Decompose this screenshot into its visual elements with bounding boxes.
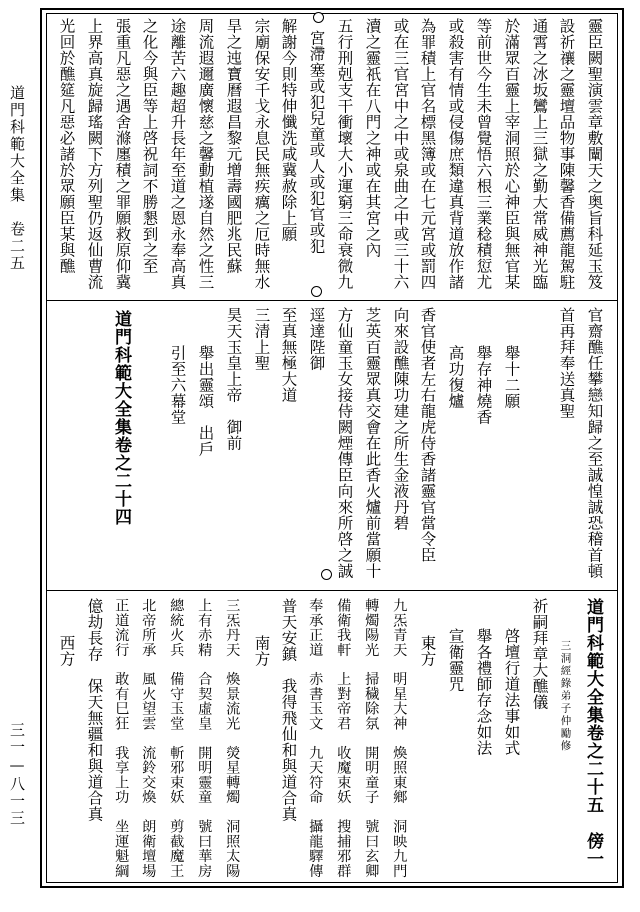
text-column: 旱之迍寶曆遐昌黎元增壽國肥兆民蘇 (224, 18, 243, 274)
text-column: 五行刑剋支干衝壞大小運窮三命衰微九 (335, 18, 354, 290)
text-column: 為罪積上官名標黑簿或在七元宮或罰四 (418, 18, 437, 290)
text-column: 張重凡惡之遇舍滌廛積之罪願救原仰冀 (113, 18, 132, 290)
text-column: 總統火兵 備守玉堂 斬邪束妖 剪截魔王 (168, 598, 185, 879)
text-column: 光回於醮筵凡惡必諸於眾願臣某與醮 (57, 18, 76, 274)
text-column: 途離苦六趣超升長年至道之恩永奉高真 (168, 18, 187, 290)
text-column: 舉出靈頌 出戶 (196, 345, 215, 457)
text-column: 高功復爐 (446, 345, 465, 409)
text-column: 宗廟保安千戈永息民無疾癘之厄時無水 (252, 18, 271, 290)
text-column: 或在三官宮中之中或泉曲之中或三十六 (391, 18, 410, 290)
text-column: 正道流行 敢有巳狂 我享上功 坐運魁綱 (113, 598, 130, 879)
direction-heading: 西方 (57, 635, 76, 667)
section-divider-lower (46, 590, 618, 591)
text-column: 三炁丹天 煥景流光 熒星轉燭 洞照太陽 (224, 598, 241, 879)
text-column: 於滿眾百靈上宰洞照於心神臣與無官某 (502, 18, 521, 290)
text-column: 逕達陛御 (307, 307, 326, 371)
text-column: 備衛我軒 上對帝君 收魔束妖 搜捕邪群 (335, 598, 352, 879)
text-column: 周流遐邇廣懷慈之馨動植遂自然之性三 (196, 18, 215, 290)
section-divider-upper (46, 300, 618, 301)
text-column: 轉燭陽光 掃穢除氛 開明童子 號曰玄卿 (363, 598, 380, 879)
direction-heading: 東方 (418, 635, 437, 667)
text-column: 奉承正道 赤書玉文 九天符命 攝龍驛傳 (307, 598, 324, 879)
text-column: 等前世今生未曾覺悟六根三業稔積愆尤 (474, 18, 493, 290)
text-column: 設祈禳之靈壇品物事陳馨香備薦龍駕駐 (557, 18, 576, 290)
binding-hole (321, 569, 332, 580)
text-column: 啓壇行道法事如式 (502, 628, 521, 756)
text-column: 億劫長存 保天無疆和與道合真 (85, 598, 104, 822)
text-column: 普天安鎮 我得飛仙和與道合真 (279, 598, 298, 822)
text-column: 向來設醮陳功建之所生金液丹碧 (391, 307, 410, 531)
text-column: 官齋醮任攀戀知歸之至誠惶誠恐稽首頓 (585, 307, 604, 579)
margin-page-number: 三一—八一三 (8, 722, 26, 827)
text-column: 解謝今則特伸懺洗咸冀赦除上願 (279, 18, 298, 242)
text-column: 九炁青天 明星大神 煥照東鄉 洞映九門 (391, 598, 408, 879)
text-column: 上界高真旋歸瑤闕下方列聖仍返仙曹流 (85, 18, 104, 290)
margin-book-title: 道門科範大全集 卷二五 (8, 85, 26, 272)
binding-hole (313, 12, 324, 23)
text-column: 瀆之靈祇在八門之神或在其宮之內 (363, 18, 382, 258)
text-column: 或殺害有情或侵傷庶類違真背道放作諸 (446, 18, 465, 290)
direction-heading: 南方 (252, 635, 271, 667)
volume-end-title: 道門科範大全集卷之二十四 (111, 310, 131, 526)
text-column: 宮滯塞或犯兒童或人或犯官或犯 (307, 30, 326, 254)
text-column: 昊天玉皇上帝 御前 (224, 307, 243, 451)
text-column: 芝英百靈眾真交會在此香火爐前當願十 (363, 307, 382, 579)
text-column: 香官使者左右龍虎侍香諸靈官當令臣 (418, 307, 437, 563)
text-column: 宣衛靈咒 (446, 628, 465, 692)
text-column: 之化今與臣等上啓祝詞不勝懇到之至 (140, 18, 159, 274)
text-column: 舉存神燒香 (474, 345, 493, 425)
text-column: 首再拜奉送真聖 (557, 307, 576, 419)
text-column: 上有赤精 合契虛皇 開明靈童 號曰華房 (196, 598, 213, 879)
text-column: 靈臣闕聖演雲章敷闡天之奥旨科延玉笈 (585, 18, 604, 290)
text-column: 方仙童玉女接侍闕煙傳臣向來所啓之誠 (335, 307, 354, 579)
section-heading: 祈嗣拜章大醮儀 (530, 598, 549, 710)
text-column: 北帝所承 風火望雲 流鈴交煥 朗衛壇場 (140, 598, 157, 879)
text-column: 舉十二願 (502, 345, 521, 409)
binding-hole (311, 286, 322, 297)
text-column: 通霄之冰坂鸞上三獄之勤大常威神光臨 (530, 18, 549, 290)
text-column: 引至六幕堂 (168, 345, 187, 425)
volume-title: 道門科範大全集卷之二十五 傍一 (583, 598, 603, 868)
text-column: 舉各禮師存念如法 (474, 628, 493, 756)
compiler-credit: 三洞經錄弟子仲勵修 (559, 640, 572, 753)
text-column: 至真無極大道 (279, 307, 298, 403)
text-column: 三清上聖 (252, 307, 271, 371)
